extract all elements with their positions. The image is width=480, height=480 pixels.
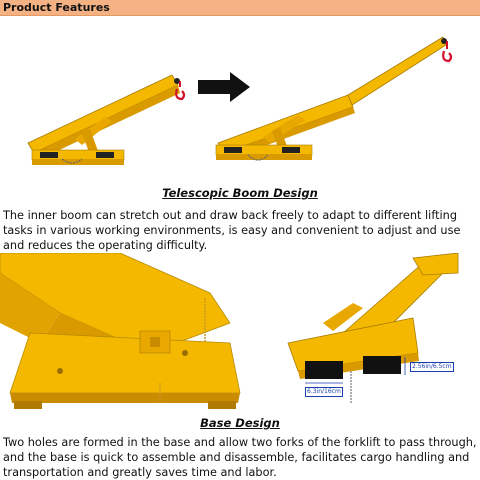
base-height-dimension-label: 2.56in/6.5cm (412, 363, 452, 370)
base-design-caption: Base Design (200, 416, 280, 430)
base-dimensions-image (283, 253, 463, 403)
telescopic-boom-description: The inner boom can stretch out and draw back freely to adapt to different lifting tasks in various working environments, is easy and convenient to adjust and use and reduces the operating difficulty. (3, 209, 461, 252)
base-closeup-image (0, 253, 252, 413)
section-header-bar (0, 0, 480, 16)
boom-retracted-image (20, 55, 190, 170)
base-design-description: Two holes are formed in the base and allow two forks of the forklift to pass through, and the base is quick to assemble and disassemble, facilitates cargo handling and transportation and greatly saves time and labor. (3, 436, 477, 479)
boom-extended-image (208, 25, 473, 175)
telescopic-boom-caption: Telescopic Boom Design (162, 186, 318, 200)
section-title: Product Features (3, 1, 110, 14)
base-width-dimension-label: 6.3in/16cm (307, 388, 341, 395)
